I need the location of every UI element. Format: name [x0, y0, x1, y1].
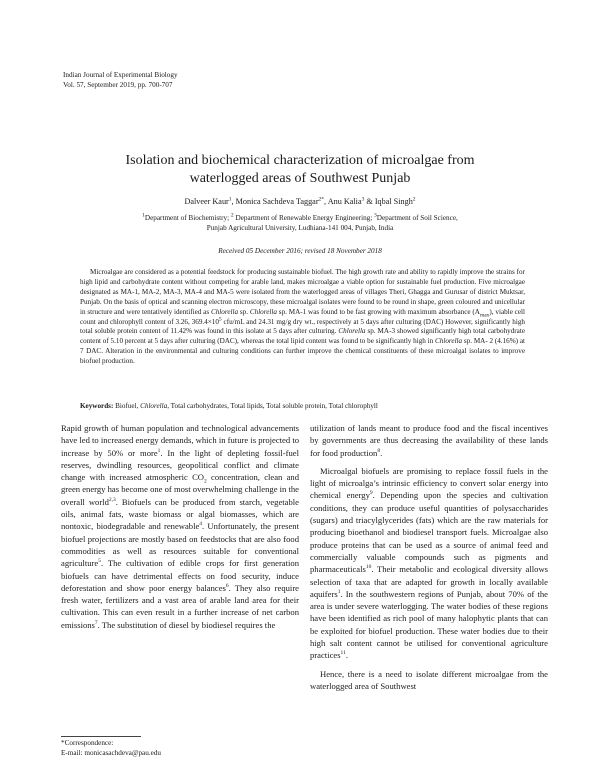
species-name: Chlorella: [338, 327, 366, 336]
subscript: max: [479, 312, 490, 319]
species-name: Chlorella: [435, 337, 463, 346]
journal-issue: Vol. 57, September 2019, pp. 700-707: [63, 81, 173, 89]
author-list: [60, 197, 540, 206]
journal-name: Indian Journal of Experimental Biology: [63, 71, 178, 79]
affiliation-line-1: [60, 213, 540, 223]
footnote-email[interactable]: E-mail: monicasachdeva@pau.edu: [61, 748, 162, 757]
affiliations: [60, 213, 540, 233]
body-text: utilization of lands meant to produce food and the fiscal incentives by governments are thus decreasing the availability of these lands for food production: [310, 423, 548, 458]
keywords: [80, 402, 525, 410]
abstract-segment: sp.: [238, 307, 250, 316]
author-affiliation-mark: 2: [318, 196, 322, 203]
body-column-left: [61, 422, 299, 631]
species-name: Chlorella: [140, 402, 168, 410]
citation-ref: 8: [377, 447, 381, 454]
affiliation-text: Department of Renewable Energy Engineering;: [233, 214, 375, 222]
abstract-segment: cfu/mL and 24.31 mg/g dry wt., respectively at 5 days after culturing (DAC) However, significantly high total soluble protein content of 11.42% was found in this isolate at 5 days after culturing.: [80, 317, 525, 336]
author-name: Dalveer Kaur: [184, 197, 229, 206]
author-name: Iqbal Singh: [374, 197, 413, 206]
body-text: . Unfortunately, the present biofuel projections are mostly based on feedstocks that are also food commodities as well as resources suitable for conventional agriculture: [61, 521, 299, 569]
body-text: Rapid growth of human population and technological advancements have led to increased energy demands, which in future is projected to increase by 50% or more: [61, 423, 299, 458]
paper-title: [60, 152, 540, 188]
citation-ref: 9: [369, 490, 373, 497]
body-text: .: [380, 447, 383, 458]
body-text: . The cultivation of edible crops for first generation biofuels can have detrimental effects on food security, induce deforestation and show poor energy balances: [61, 558, 299, 593]
body-text: . The substitution of diesel by biodiesel requires the: [97, 619, 276, 630]
author-separator: ,: [231, 197, 236, 206]
subscript: 2: [204, 478, 207, 485]
body-text: .: [345, 650, 348, 661]
superscript: 5: [218, 316, 222, 323]
citation-ref: 1: [157, 447, 161, 454]
citation-ref: 10: [365, 564, 372, 571]
affiliation-mark: 2: [230, 212, 234, 219]
citation-ref: 1: [337, 589, 341, 595]
citation-ref: 11: [340, 650, 346, 657]
keywords-text: , Total carbohydrates, Total lipids, Total soluble protein, Total chlorophyll: [167, 402, 378, 410]
citation-ref: 5: [98, 558, 101, 565]
author-separator: &: [364, 197, 375, 206]
body-text: . In the southwestern regions of Punjab, about 70% of the area is under severe waterlogging. The water bodies of these regions have been identified as rich pool of many halophytic plants that can be exploited for biofuel production. These water bodies due to their high salt content cannot be utilised for conventional agriculture practices: [310, 588, 548, 661]
abstract-segment: sp. MA- 2 (4.16%) at 7 DAC. Alteration in the environmental and culturing conditions can further improve the chemical constituents of these microalgal isolates to improve biofuel production.: [80, 337, 525, 366]
author-name: Anu Kalia: [327, 197, 362, 206]
citation-ref: 2,3: [108, 496, 116, 503]
body-text: . In the light of depleting fossil-fuel reserves, dwindling resources, geopolitical conflict and climate change with increased atmospheric CO: [61, 447, 300, 483]
affiliation-mark: 3: [374, 212, 377, 219]
species-name: Chlorella: [210, 307, 239, 316]
body-paragraph: [310, 422, 548, 459]
body-column-right: [310, 422, 548, 692]
author-affiliation-mark: 1: [228, 196, 232, 203]
citation-ref: 4: [199, 521, 203, 528]
abstract-segment: sp. MA-3 showed significantly high total carbohydrate content of 5.10 percent at 5 days after culturing (DAC), whereas the total lipid content was found to be significantly high in: [80, 327, 525, 346]
abstract-segment: ), viable cell count and chlorophyll content of 3.26, 369.4×10: [80, 307, 525, 326]
body-paragraph: [310, 465, 548, 662]
footnote-rule: [61, 736, 141, 737]
abstract-segment: Microalgae are considered as a potential feedstock for producing sustainable biofuel. The high growth rate and ability to rapidly improve the strains for high lipid and carbohydrate content without competing for arable land, makes microalgae a viable option for sustainable fuel production. Five microalgae designated as MA-1, MA-2, MA-3, MA-4 and MA-5 were isolated from the waterlogged areas of villages Theri, Ghagga and Gurusar of district Muktsar, Punjab. On the basis of optical and scanning electron microscopy, these microalgal isolates were found to be round in shape, green coloured and unicellular in structure and were tentatively identified as: [80, 268, 525, 316]
abstract-segment: sp. MA-1 was found to be fast growing with maximum absorbance (A: [276, 307, 480, 316]
body-text: . Biofuels can be produced from starch, vegetable oils, animal fats, waste biomass or algal biomasses, which are nontoxic, biodegradable and renewable: [61, 496, 299, 532]
body-paragraph: [61, 422, 299, 631]
body-text: . Their metabolic and ecological diversity allows selection of taxa that are adapted for growth in locally available aquifers: [310, 564, 548, 599]
title-line-2: waterlogged areas of Southwest Punjab: [189, 171, 411, 186]
body-text: Microalgal biofuels are promising to replace fossil fuels in the light of microalga’s intrinsic efficiency to convert solar energy into chemical energy: [310, 465, 548, 501]
journal-header: [63, 70, 178, 90]
author-affiliation-mark: 2: [412, 196, 416, 203]
footnote: [61, 739, 161, 758]
affiliation-text: Department of Soil Science,: [376, 214, 458, 222]
body-paragraph: Hence, there is a need to isolate different microalgae from the waterlogged area of Southwest: [310, 668, 548, 691]
species-name: Chlorella: [249, 307, 277, 316]
corresponding-mark: *: [321, 196, 325, 203]
citation-ref: 6: [225, 583, 229, 589]
body-text: . They also require fresh water, fertilizers and a vast area of arable land area for their cultivation. This can even result in a further increase of net carbon emissions: [61, 582, 299, 630]
received-dates: Received 05 December 2016; revised 18 November 2018: [218, 247, 382, 255]
citation-ref: 7: [94, 619, 98, 626]
abstract: [80, 268, 525, 367]
footnote-label: *Correspondence:: [61, 739, 114, 747]
affiliation-mark: 1: [142, 212, 145, 219]
affiliation-text: Department of Biochemistry;: [144, 214, 231, 222]
body-text: . Depending upon the species and cultivation conditions, they can produce useful quantities of polysaccharides (sugars) and triacylglycerides (fats) which are the raw materials for producing bioethanol and biodiesel transport fuels. Microalgae also produce proteins that can be used as a source of animal feed and commercially valuable compounds such as pigments and pharmaceuticals: [310, 490, 548, 575]
author-name: Monica Sachdeva Taggar: [235, 197, 319, 206]
title-line-1: Isolation and biochemical characterization of microalgae from: [125, 153, 475, 168]
author-affiliation-mark: 3: [361, 196, 365, 203]
author-separator: ,: [324, 197, 328, 206]
keywords-label: Keywords:: [80, 402, 114, 410]
abstract-text: [80, 268, 525, 367]
keywords-text: Biofuel,: [113, 402, 141, 410]
body-text: concentration, clean and green energy has become one of most overwhelming challenge in the overall world: [61, 472, 299, 507]
affiliation-line-2: Punjab Agricultural University, Ludhiana-141 004, Punjab, India: [206, 224, 394, 232]
